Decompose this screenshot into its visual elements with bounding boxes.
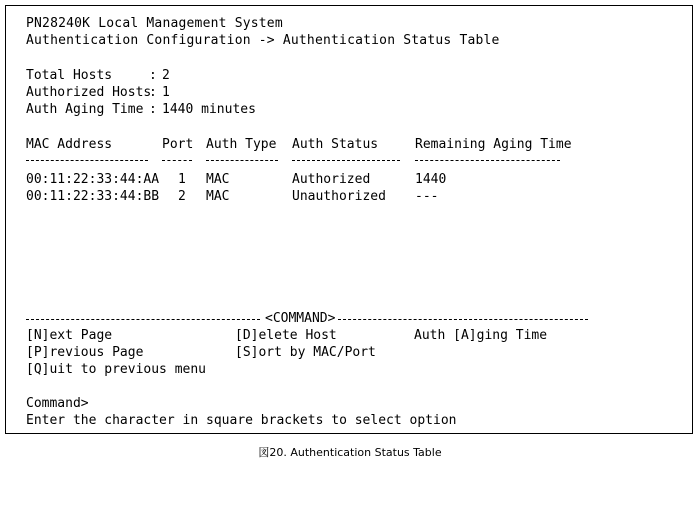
col-underline <box>206 160 278 162</box>
menu-quit[interactable]: [Q]uit to previous menu <box>26 362 207 377</box>
col-underline <box>26 160 148 162</box>
table-row-mac[interactable]: 00:11:22:33:44:BB <box>26 189 160 204</box>
authorized-hosts-sep: : <box>149 85 157 100</box>
command-divider-left <box>26 319 260 321</box>
command-divider-right <box>338 319 588 321</box>
auth-aging-time-sep: : <box>149 102 157 117</box>
authorized-hosts-value: 1 <box>162 85 170 100</box>
table-row-port: 2 <box>178 189 186 204</box>
figure-caption: 図20. Authentication Status Table <box>258 446 442 459</box>
table-row-auth-status: Unauthorized <box>292 189 386 204</box>
authorized-hosts-label: Authorized Hosts <box>26 85 152 100</box>
col-remaining-aging-time: Remaining Aging Time <box>415 137 572 152</box>
col-mac-address: MAC Address <box>26 137 113 152</box>
auth-aging-time-label: Auth Aging Time <box>26 102 144 117</box>
menu-sort[interactable]: [S]ort by MAC/Port <box>235 345 376 360</box>
table-row-auth-type: MAC <box>206 172 230 187</box>
col-underline <box>292 160 400 162</box>
col-auth-type: Auth Type <box>206 137 277 152</box>
col-port: Port <box>162 137 194 152</box>
table-row-mac[interactable]: 00:11:22:33:44:AA <box>26 172 160 187</box>
total-hosts-sep: : <box>149 68 157 83</box>
auth-aging-time-value: 1440 minutes <box>162 102 256 117</box>
col-underline <box>415 160 560 162</box>
system-title: PN28240K Local Management System <box>26 16 283 31</box>
total-hosts-value: 2 <box>162 68 170 83</box>
command-prompt-input[interactable]: Command> <box>26 396 89 411</box>
table-row-remaining: 1440 <box>415 172 447 187</box>
terminal-window <box>5 5 693 434</box>
table-row-remaining: --- <box>415 189 439 204</box>
table-row-port: 1 <box>178 172 186 187</box>
breadcrumb: Authentication Configuration -> Authentication Status Table <box>26 33 500 48</box>
table-row-auth-status: Authorized <box>292 172 371 187</box>
menu-delete-host[interactable]: [D]elete Host <box>235 328 337 343</box>
col-auth-status: Auth Status <box>292 137 379 152</box>
help-text: Enter the character in square brackets to select option <box>26 413 457 428</box>
col-underline <box>162 160 192 162</box>
menu-auth-aging-time[interactable]: Auth [A]ging Time <box>414 328 548 343</box>
command-title: <COMMAND> <box>265 311 336 326</box>
menu-previous-page[interactable]: [P]revious Page <box>26 345 144 360</box>
table-row-auth-type: MAC <box>206 189 230 204</box>
menu-next-page[interactable]: [N]ext Page <box>26 328 113 343</box>
total-hosts-label: Total Hosts <box>26 68 113 83</box>
